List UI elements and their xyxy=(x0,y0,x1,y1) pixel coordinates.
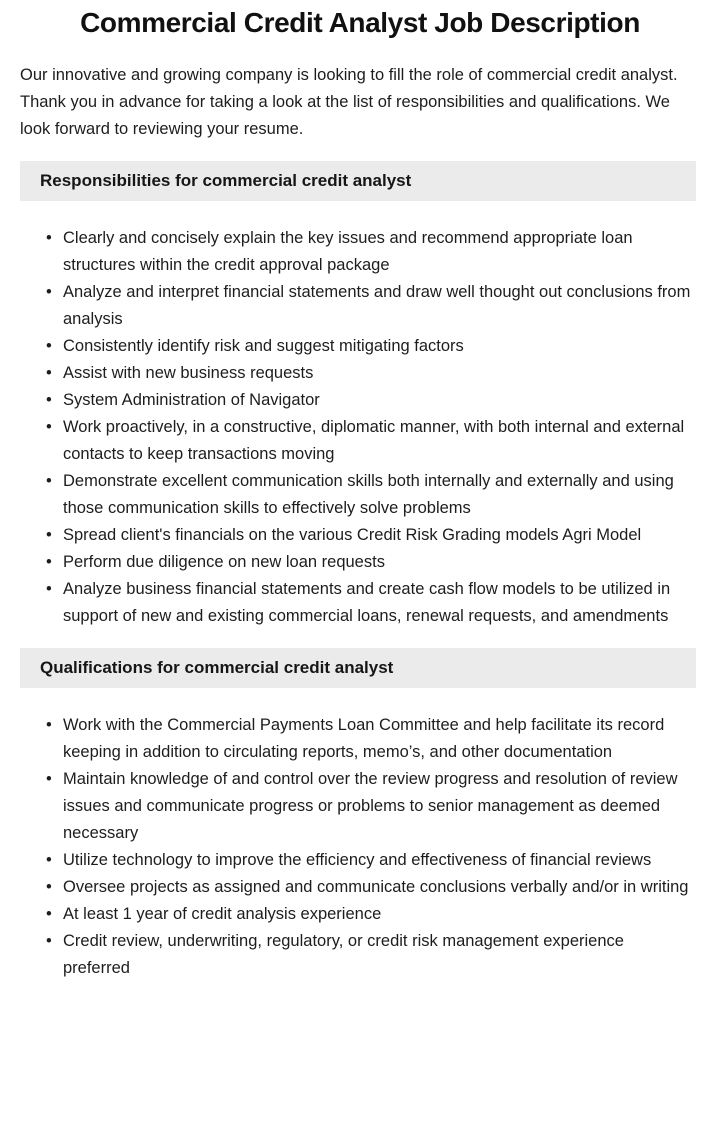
list-item: • Analyze business financial statements and create cash flow models to be utilized in support of new and existing commercial loans, renewal requests, and amendments xyxy=(45,576,694,630)
list-item: • Clearly and concisely explain the key issues and recommend appropriate loan structures within the credit approval package xyxy=(45,225,694,279)
list-item: • At least 1 year of credit analysis experience xyxy=(45,901,694,928)
page-title: Commercial Credit Analyst Job Description xyxy=(80,7,640,38)
list-item: • System Administration of Navigator xyxy=(45,387,694,414)
responsibilities-list xyxy=(0,225,694,630)
list-item: • Consistently identify risk and suggest mitigating factors xyxy=(45,333,694,360)
responsibilities-section-heading: Responsibilities for commercial credit analyst xyxy=(20,161,696,201)
list-item: • Spread client's financials on the various Credit Risk Grading models Agri Model xyxy=(45,522,694,549)
list-item: • Utilize technology to improve the efficiency and effectiveness of financial reviews xyxy=(45,847,694,874)
list-item: • Work proactively, in a constructive, diplomatic manner, with both internal and external contacts to keep transactions moving xyxy=(45,414,694,468)
section-qualifications xyxy=(0,648,720,982)
intro-paragraph: Our innovative and growing company is looking to fill the role of commercial credit analyst. Thank you in advance for taking a look at the list of responsibilities and qualifications. We look forward to reviewing your resume. xyxy=(20,66,678,139)
list-item: • Demonstrate excellent communication skills both internally and externally and using those communication skills to effectively solve problems xyxy=(45,468,694,522)
list-item: • Perform due diligence on new loan requests xyxy=(45,549,694,576)
section-responsibilities xyxy=(0,161,720,630)
list-item: • Assist with new business requests xyxy=(45,360,694,387)
list-item: • Analyze and interpret financial statements and draw well thought out conclusions from analysis xyxy=(45,279,694,333)
list-item: • Work with the Commercial Payments Loan Committee and help facilitate its record keeping in addition to circulating reports, memo’s, and other documentation xyxy=(45,712,694,766)
list-item: • Oversee projects as assigned and communicate conclusions verbally and/or in writing xyxy=(45,874,694,901)
list-item: • Maintain knowledge of and control over the review progress and resolution of review issues and communicate progress or problems to senior management as deemed necessary xyxy=(45,766,694,847)
qualifications-section-heading: Qualifications for commercial credit analyst xyxy=(20,648,696,688)
qualifications-list xyxy=(0,712,694,982)
list-item: • Credit review, underwriting, regulatory, or credit risk management experience preferred xyxy=(45,928,694,982)
